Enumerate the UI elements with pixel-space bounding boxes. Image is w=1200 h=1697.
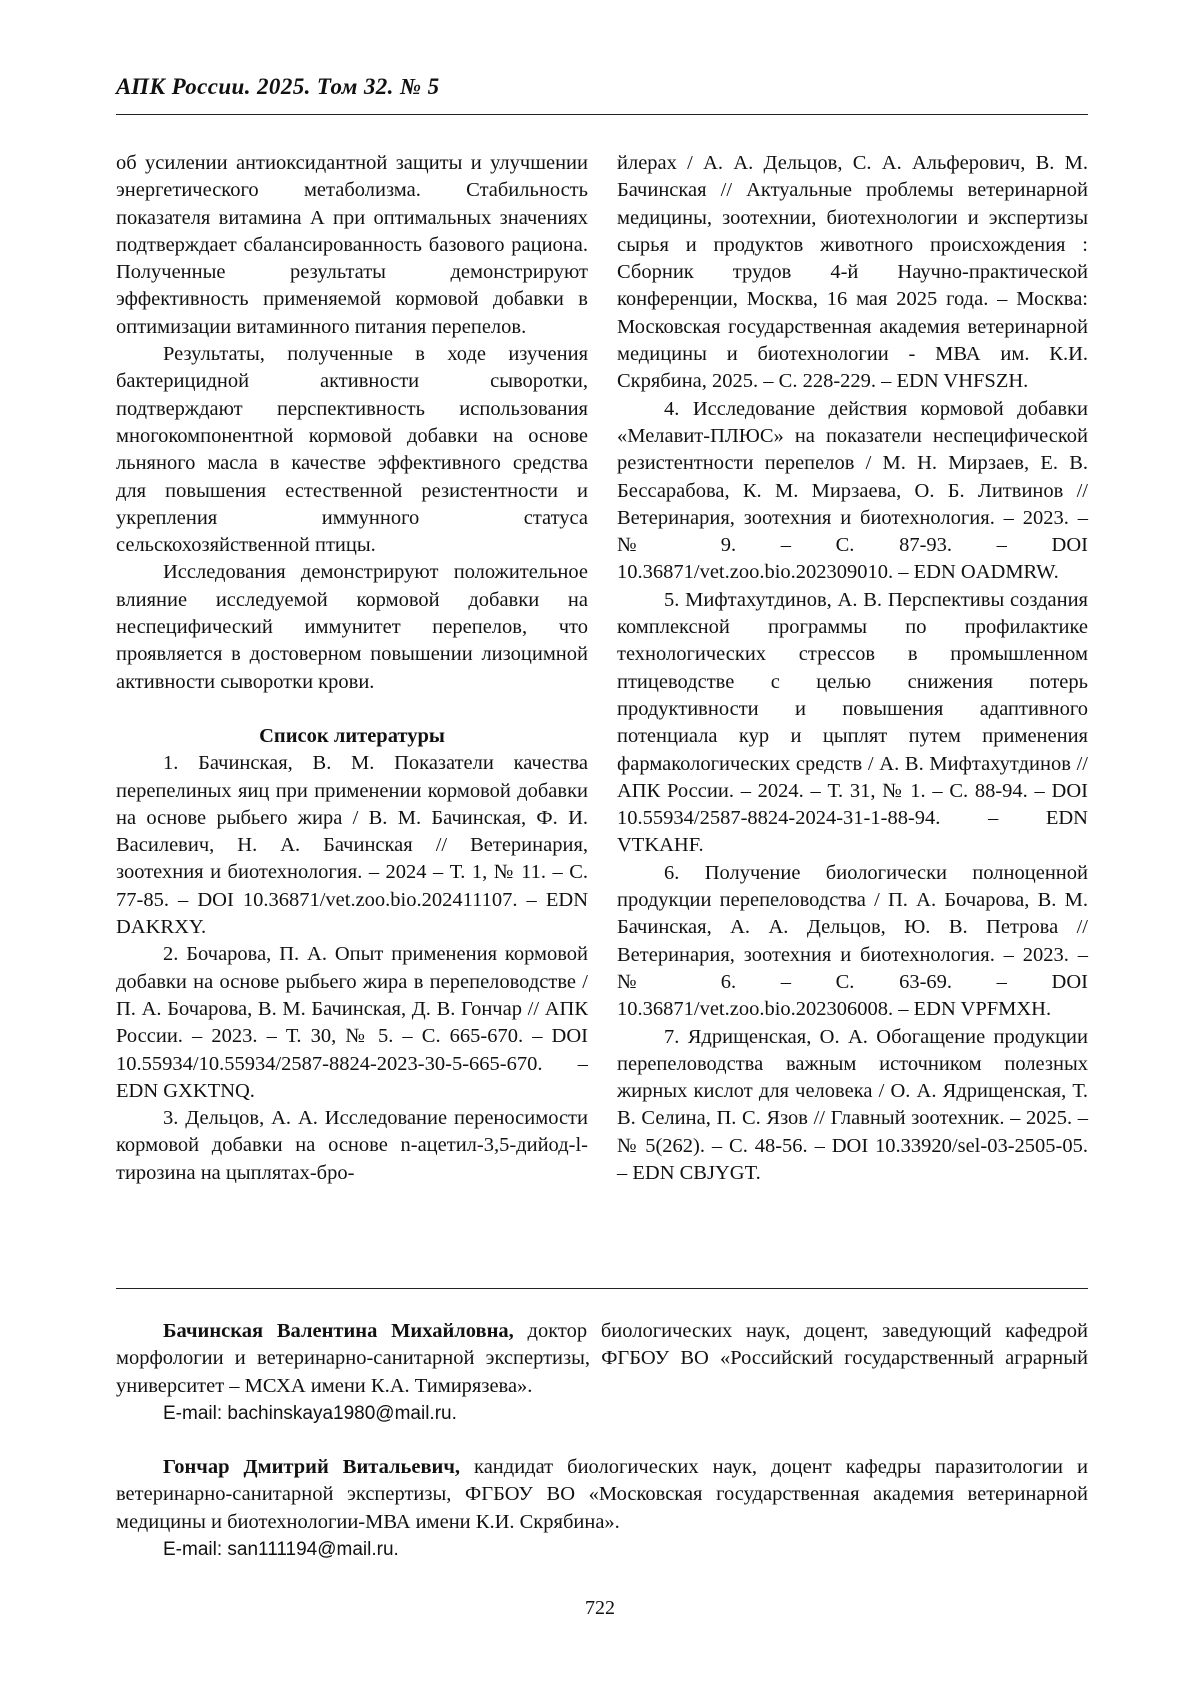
journal-header: АПК России. 2025. Том 32. № 5 (116, 74, 440, 99)
author-name: Бачинская Валентина Михайловна, (163, 1320, 514, 1342)
author-email[interactable]: san111194@mail.ru. (227, 1539, 399, 1561)
author-info (116, 1454, 1088, 1536)
author-email[interactable]: bachinskaya1980@mail.ru. (227, 1402, 457, 1424)
right-column (617, 150, 1088, 1187)
author-affiliation: доктор биологических наук, доцент, заведующий кафедрой морфологии и ветеринарно-санитарной экспертизы, ФГБОУ ВО «Российский государственный аграрный университет – МСХА имени К.А. Тимирязева». (116, 1320, 1088, 1397)
header-rule (116, 114, 1088, 115)
author-name: Гончар Дмитрий Витальевич, (163, 1456, 461, 1479)
author-info-section (116, 1318, 1088, 1563)
authors-rule (116, 1288, 1088, 1289)
body-paragraph: Результаты, полученные в ходе изучения бактерицидной активности сыворотки, подтверждают перспективность использования многокомпонентной кормовой добавки на основе льняного масла в качестве эффективного средства для повышения естественной резистентности и укрепления иммунного статуса сельскохозяйственной птицы. (116, 343, 588, 557)
page-number: 722 (585, 1597, 615, 1619)
author-info (116, 1318, 1088, 1400)
reference-item-part: 3. Дельцов, А. А. Исследование переносимости кормовой добавки на основе n-ацетил-3,5-дийод-l-тирозина на цыплятах-бро- (116, 1107, 588, 1184)
author-email-line (116, 1536, 1088, 1563)
body-paragraph: Исследования демонстрируют положительное влияние исследуемой кормовой добавки на неспецифический иммунитет перепелов, что проявляется в достоверном повышении лизоцимной активности сыворотки крови. (116, 561, 588, 693)
reference-item: 7. Ядрищенская, О. А. Обогащение продукции перепеловодства важным источником полезных жирных кислот для человека / О. А. Ядрищенская, Т. В. Селина, П. С. Язов // Главный зоотехник. – 2025. – № 5(262). – С. 48-56. – DOI 10.33920/sel-03-2505-05. – EDN CBJYGT. (617, 1025, 1088, 1184)
reference-item-continuation: йлерах / А. А. Дельцов, С. А. Альферович, В. М. Бачинская // Актуальные проблемы ветеринарной медицины, зоотехнии, биотехнологии и экспертизы сырья и продуктов животного происхождения : Сборник трудов 4-й Научно-практической конференции, Москва, 16 мая 2025 года. – Москва: Московская государственная академия ветеринарной медицины и биотехнологии - МВА им. К.И. Скрябина, 2025. – С. 228-229. – EDN VHFSZH. (617, 152, 1088, 393)
reference-item: 5. Мифтахутдинов, А. В. Перспективы создания комплексной программы по профилактике технологических стрессов в промышленном птицеводстве с целью снижения потерь продуктивности и повышения адаптивного потенциала кур и цыплят путем применения фармакологических средств / А. В. Мифтахутдинов // АПК России. – 2024. – Т. 31, № 1. – С. 88-94. – DOI 10.55934/2587-8824-2024-31-1-88-94. – EDN VTKAHF. (617, 588, 1088, 857)
body-paragraph: об усилении антиоксидантной защиты и улучшении энергетического метаболизма. Стабильность показателя витамина А при оптимальных значениях подтверждает сбалансированность базового рациона. Полученные результаты демонстрируют эффективность применяемой кормовой добавки в оптимизации витаминного питания перепелов. (116, 152, 588, 338)
reference-item: 6. Получение биологически полноценной продукции перепеловодства / П. А. Бочарова, В. М. Бачинская, А. А. Дельцов, Ю. В. Петрова // Ветеринария, зоотехния и биотехнология. – 2023. – № 6. – С. 63-69. – DOI 10.36871/vet.zoo.bio.202306008. – EDN VPFMXH. (617, 861, 1088, 1021)
author-affiliation: кандидат биологических наук, доцент кафедры паразитологии и ветеринарно-санитарной экспертизы, ФГБОУ ВО «Московская государственная академия ветеринарной медицины и биотехнологии-МВА имени К.И. Скрябина». (116, 1456, 1089, 1533)
author-email-line (116, 1400, 1088, 1427)
reference-item: 2. Бочарова, П. А. Опыт применения кормовой добавки на основе рыбьего жира в перепеловодстве / П. А. Бочарова, В. М. Бачинская, Д. В. Гончар // АПК России. – 2023. – Т. 30, № 5. – С. 665-670. – DOI 10.55934/10.55934/2587-8824-2023-30-5-665-670. – EDN GXKTNQ. (116, 943, 588, 1102)
reference-item: 1. Бачинская, В. М. Показатели качества перепелиных яиц при применении кормовой добавки на основе рыбьего жира / В. М. Бачинская, Ф. И. Василевич, Н. А. Бачинская // Ветеринария, зоотехния и биотехнология. – 2024 – Т. 1, № 11. – С. 77-85. – DOI 10.36871/vet.zoo.bio.202411107. – EDN DAKRXY. (116, 752, 588, 939)
references-title: Список литературы (259, 724, 445, 747)
reference-item: 4. Исследование действия кормовой добавки «Мелавит-ПЛЮС» на показатели неспецифической резистентности перепелов / М. Н. Мирзаев, Е. В. Бессарабова, К. М. Мирзаева, О. Б. Литвинов // Ветеринария, зоотехния и биотехнология. – 2023. – № 9. – С. 87-93. – DOI 10.36871/vet.zoo.bio.202309010. – EDN OADMRW. (617, 397, 1088, 584)
email-label: E-mail: (163, 1402, 228, 1424)
left-column (116, 150, 588, 1187)
email-label: E-mail: (163, 1539, 228, 1561)
